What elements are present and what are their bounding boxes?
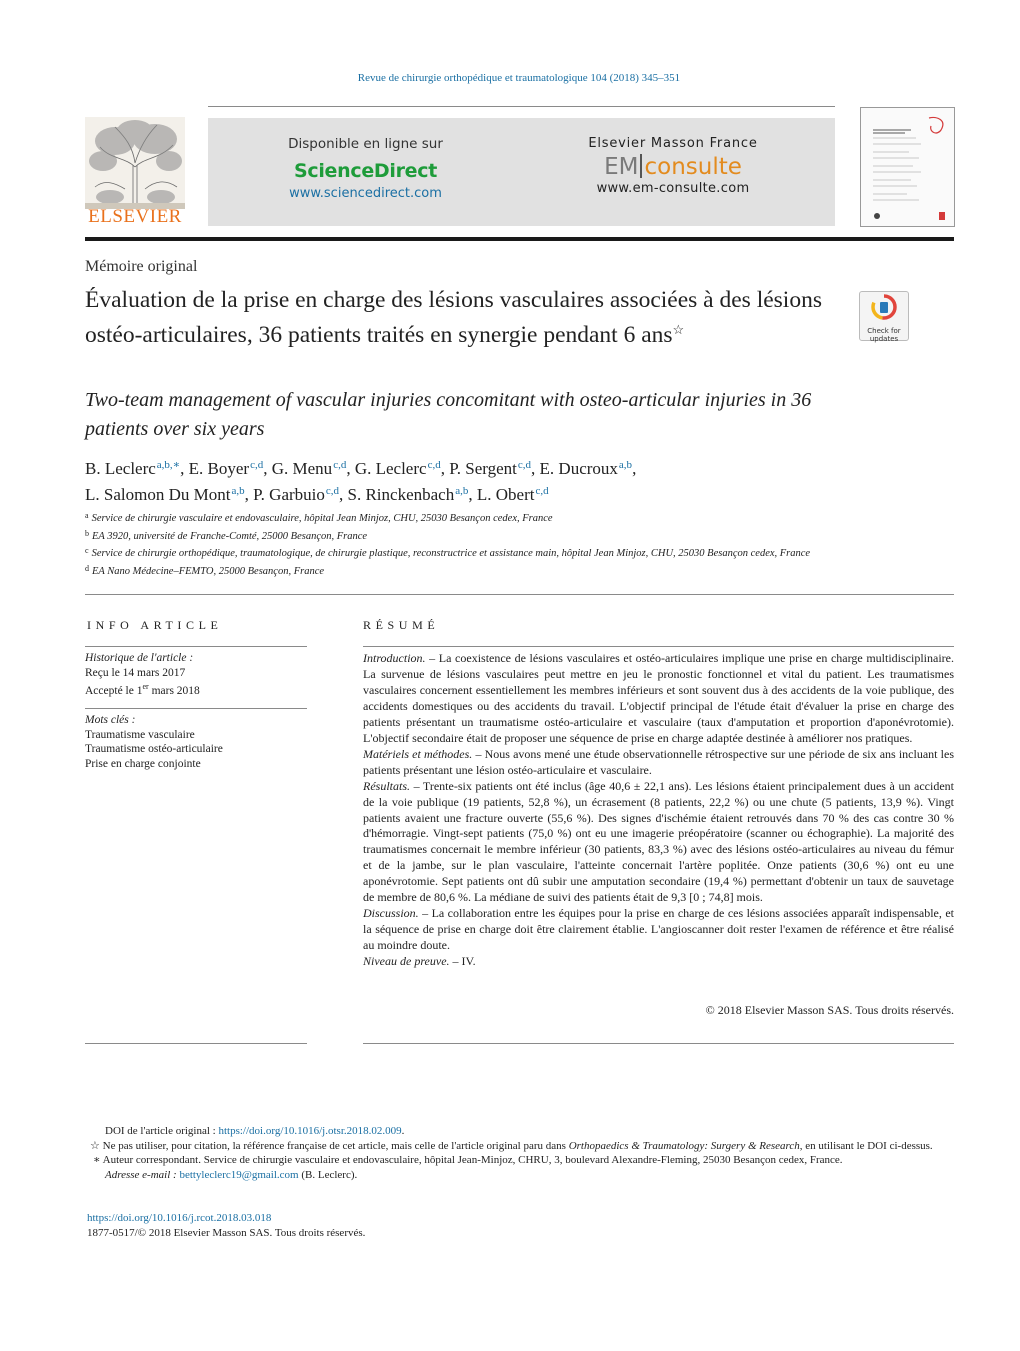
author[interactable]: B. Leclerc$^{a,b,∗}$ (85, 459, 181, 478)
email-line: Adresse e-mail : bettyleclerc19@gmail.com (B. Leclerc). (105, 1168, 358, 1181)
footnotes (85, 1124, 954, 1182)
keyword[interactable]: Traumatisme ostéo-articulaire (85, 743, 223, 755)
emc-divider (640, 154, 642, 178)
keywords-label: Mots clés : (85, 714, 136, 726)
cover-image-icon (861, 108, 954, 226)
title-text: Évaluation de la prise en charge des lésions vasculaires associées à des lésions ostéo-articulaires, 36 patients traités en synergie pendant 6 ans (85, 287, 822, 348)
elsevier-wordmark: ELSEVIER (88, 206, 182, 227)
article-history (85, 651, 307, 698)
doi-original: DOI de l'article original : https://doi.org/10.1016/j.otsr.2018.02.009. (105, 1125, 405, 1137)
article-doi-link[interactable]: https://doi.org/10.1016/j.rcot.2018.03.018 (87, 1212, 272, 1224)
author[interactable]: L. Salomon Du Mont$^{a,b}$ (85, 485, 245, 504)
keywords (85, 713, 307, 771)
issn-copyright: 1877-0517/© 2018 Elsevier Masson SAS. Tous droits réservés. (87, 1227, 366, 1239)
abstract-body (363, 651, 954, 970)
abstract-section: Matériels et méthodes. – Nous avons mené une étude observationnelle rétrospective sur une période de six ans incluant les patients présentant une lésion ostéo-articulaire et vasculaire. (363, 746, 954, 777)
title-footnote-mark[interactable]: ☆ (672, 322, 685, 337)
author-email-link[interactable]: bettyleclerc19@gmail.com (179, 1168, 299, 1181)
abstract-rule-top (363, 646, 954, 647)
author[interactable]: S. Rinckenbach$^{a,b}$ (347, 485, 469, 504)
resume-heading: RÉSUMÉ (363, 618, 440, 632)
author[interactable]: G. Leclerc$^{c,d}$ (354, 459, 441, 478)
corresponding-author: ∗ Auteur correspondant. Service de chirurgie vasculaire et endovasculaire, hôpital Jean-Minjoz, CHRU, 3, boulevard Alexandre-Fleming, 25030 Besançon cedex, France. (85, 1153, 954, 1168)
keyword[interactable]: Traumatisme vasculaire (85, 728, 195, 741)
doi-original-link[interactable]: https://doi.org/10.1016/j.otsr.2018.02.009 (218, 1125, 402, 1137)
article-title (85, 286, 845, 350)
sciencedirect-block (248, 118, 483, 226)
author[interactable]: E. Ducroux$^{a,b}$ (539, 459, 633, 478)
available-label: Disponible en ligne sur (288, 136, 443, 152)
section-rule (85, 594, 954, 595)
article-section-type: Mémoire original (85, 258, 198, 275)
author[interactable]: P. Garbuio$^{c,d}$ (253, 485, 340, 504)
info-rule-mid (85, 708, 307, 709)
check-for-updates-button[interactable] (859, 291, 909, 341)
abstract-section: Introduction. – La coexistence de lésions vasculaires et ostéo-articulaires implique une prise en charge multidisciplinaire. La survenue de lésions vasculaires peut mettre en jeu le pronostic fonctionnel et vital du patient. Les traumatismes vasculaires concernent essentiellement les membres inférieurs et sont souvent dus à des accidents de la voie publique, des accidents domestiques ou des accidents du travail. L'objectif principal de l'étude était d'évaluer la prise en charge des patients présentant un traumatisme ostéo-articulaire et vasculaire (taux d'amputation et proportion d'aponévrotomie). L'objectif secondaire était de proposer une séquence de prise en charge adaptée destinée à améliorer nos pratiques. (363, 651, 954, 745)
elsevier-logo[interactable] (85, 117, 185, 229)
check-updates-icon (860, 292, 908, 322)
affiliation: $^d$ EA Nano Médecine–FEMTO, 25000 Besançon, France (85, 563, 325, 577)
emconsulte-link[interactable]: www.em-consulte.com (596, 181, 750, 196)
keyword[interactable]: Prise en charge conjointe (85, 757, 201, 770)
article-english-title: Two-team management of vascular injuries concomitant with osteo-articular injuries in 36 patients over six years (85, 389, 812, 440)
journal-citation[interactable]: Revue de chirurgie orthopédique et traumatologique 104 (2018) 345–351 (357, 72, 681, 84)
author[interactable]: L. Obert$^{c,d}$ (476, 485, 549, 504)
translation-note: ☆ Ne pas utiliser, pour citation, la référence française de cet article, mais celle de l'article original paru dans Orthopaedics & Traumatology: Surgery & Research, en utilisant le DOI ci-dessus. (85, 1139, 954, 1154)
badge-line2: updates (869, 335, 899, 343)
badge-line1: Check for (867, 327, 901, 335)
author[interactable]: P. Sergent$^{c,d}$ (449, 459, 532, 478)
emc-em: EM (604, 154, 639, 180)
publisher-name: Elsevier Masson France (588, 136, 758, 151)
journal-cover-thumbnail[interactable] (860, 107, 955, 227)
abstract-section: Discussion. – La collaboration entre les équipes pour la prise en charge de ces lésions associées apparaît indispensable, et la séquence de prise en charge doit être clairement établie. L'angioscanner doit rester l'examen de référence et être réalisé au moindre doute. (363, 906, 954, 953)
accepted-date: Accepté le 1er mars 2018 (85, 682, 200, 697)
received-date: Reçu le 14 mars 2017 (85, 666, 186, 679)
emconsulte-block (553, 118, 793, 226)
abstract-section: Résultats. – Trente-six patients ont été inclus (âge 40,6 ± 22,1 ans). Les lésions étaient principalement dues à un accident de la voie publique (19 patients, 52,8 %), un écrasement (8 patients, 22,2 %) ou une chute (5 patients, 13,9 %). Vingt patients avaient une fracture ouverte (55,6 %). Des signes d'ischémie étaient retrouvés dans 70 % des cas contre 30 % d'hémorragie. Vingt-sept patients (75,0 %) ont eu une imagerie préopératoire (scanner ou échographie). La majorité des traumatismes concernait le membre inférieur (30 patients, 83,3 %) avec des lésions ostéo-articulaires au niveau du fémur et de la jambe, sur le plan vasculaire, l'atteinte concernait l'artère poplitée. Onze patients (30,6 %) ont eu une aponévrotomie. Sept patients ont dû subir une amputation secondaire (19,4 %) permettant d'obtenir un taux de sauvetage de membre de 80,6 %. La médiane de suivi des patients était de 9,3 [0 ; 74,8] mois. (363, 778, 954, 905)
abstract-rule-bottom (363, 1043, 954, 1044)
header-thick-rule (85, 237, 954, 241)
affiliations (85, 509, 845, 579)
abstract-copyright: © 2018 Elsevier Masson SAS. Tous droits réservés. (705, 1003, 954, 1017)
affiliation: $^b$ EA 3920, université de Franche-Comté, 25000 Besançon, France (85, 528, 368, 542)
author-list: B. Leclerc$^{a,b,∗}$, E. Boyer$^{c,d}$, G. Menu$^{c,d}$, G. Leclerc$^{c,d}$, P. Sergent$^{c,d}$, E. Ducroux$^{a,b}$, L. Salomon Du Mont$^{a,b}$, P. Garbuio$^{c,d}$, S. Rinckenbach$^{a,b}$, L. Obert$^{c,d}$ (85, 459, 637, 504)
header-rule (208, 106, 835, 107)
footnote-asterisk-mark: ∗ (93, 1154, 101, 1166)
author[interactable]: G. Menu$^{c,d}$ (271, 459, 347, 478)
abstract-section: Niveau de preuve. – IV. (363, 954, 476, 969)
affiliation: $^a$ Service de chirurgie vasculaire et endovasculaire, hôpital Jean Minjoz, CHU, 25030 Besançon cedex, France (85, 511, 553, 524)
footnote-star-mark: ☆ (90, 1139, 100, 1152)
sciencedirect-link[interactable]: www.sciencedirect.com (289, 186, 442, 201)
emconsulte-logo[interactable] (553, 154, 793, 180)
info-rule-top (85, 646, 307, 647)
history-label: Historique de l'article : (85, 652, 194, 664)
availability-banner (208, 118, 835, 226)
info-article-heading: INFO ARTICLE (87, 618, 223, 632)
author[interactable]: E. Boyer$^{c,d}$ (188, 459, 264, 478)
sciencedirect-logo[interactable]: ScienceDirect (293, 160, 437, 182)
info-rule-bottom (85, 1043, 307, 1044)
affiliation: $^c$ Service de chirurgie orthopédique, traumatologique, de chirurgie plastique, reconstructrice et assistance main, hôpital Jean Minjoz, CHU, 25030 Besançon cedex, France (85, 546, 811, 559)
emc-consulte: consulte (644, 154, 742, 180)
